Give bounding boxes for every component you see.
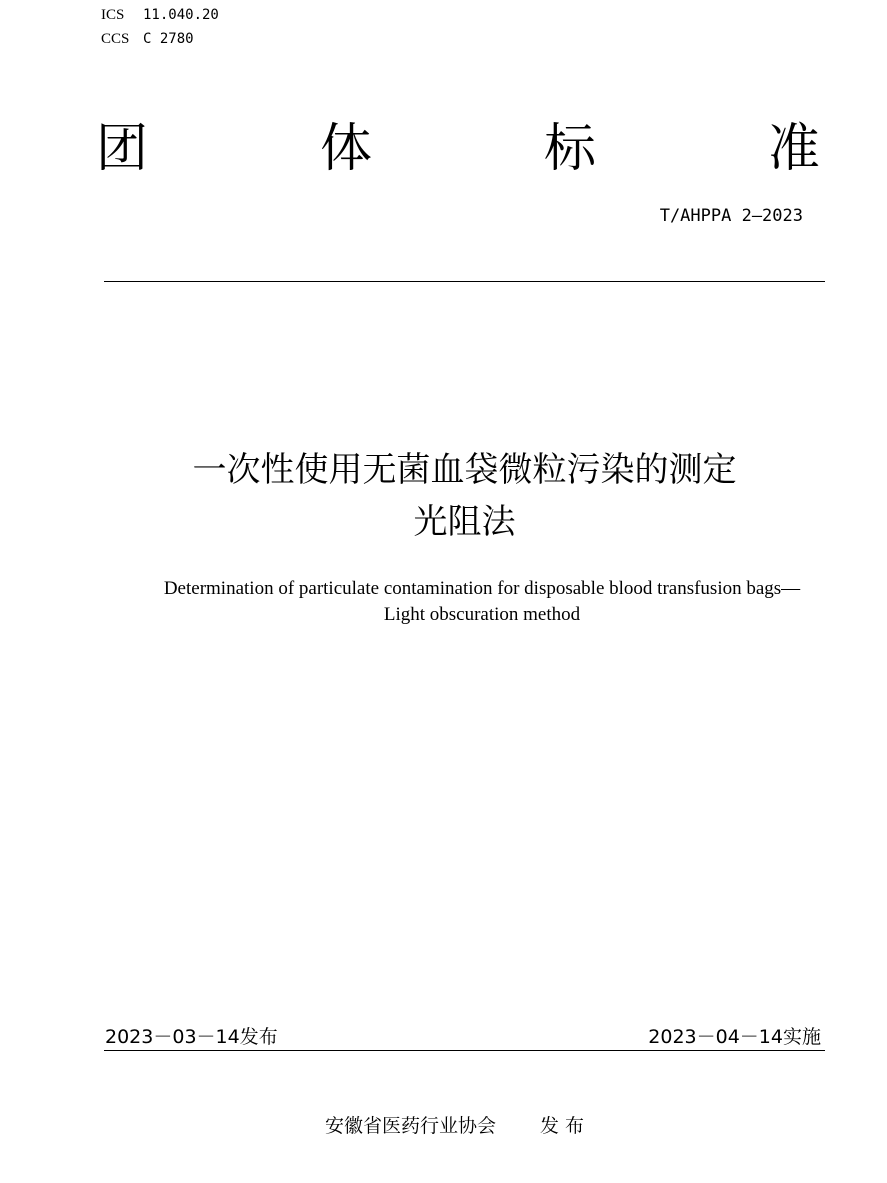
ics-label: ICS <box>101 6 125 23</box>
publisher-action: 发 布 <box>539 1115 585 1137</box>
title-en-line2: Light obscuration method <box>383 604 581 625</box>
doc-type-char: 体 <box>319 119 372 179</box>
title-cn-line2: 光阻法 <box>413 502 516 542</box>
doc-type-char: 准 <box>767 119 820 179</box>
ics-code <box>101 5 219 25</box>
bottom-divider <box>104 1050 825 1051</box>
ics-value: 11.040.20 <box>143 7 219 23</box>
top-divider <box>104 281 825 282</box>
implement-date: 2023－04－14实施 <box>648 1026 821 1048</box>
ccs-code <box>101 29 194 49</box>
ccs-value: C 2780 <box>143 31 194 47</box>
title-cn-line1: 一次性使用无菌血袋微粒污染的测定 <box>192 450 737 490</box>
title-en-line1: Determination of particulate contamination for disposable blood transfusion bags— <box>163 578 801 599</box>
doc-type-char: 团 <box>96 119 149 179</box>
doc-type-char: 标 <box>543 119 596 179</box>
document-type-heading <box>96 116 820 182</box>
publisher-name: 安徽省医药行业协会 <box>324 1115 496 1137</box>
standard-number: T/AHPPA 2—2023 <box>659 206 803 226</box>
ccs-label: CCS <box>101 30 130 47</box>
publish-date: 2023－03－14发布 <box>105 1026 278 1048</box>
publisher-line <box>0 1111 887 1138</box>
